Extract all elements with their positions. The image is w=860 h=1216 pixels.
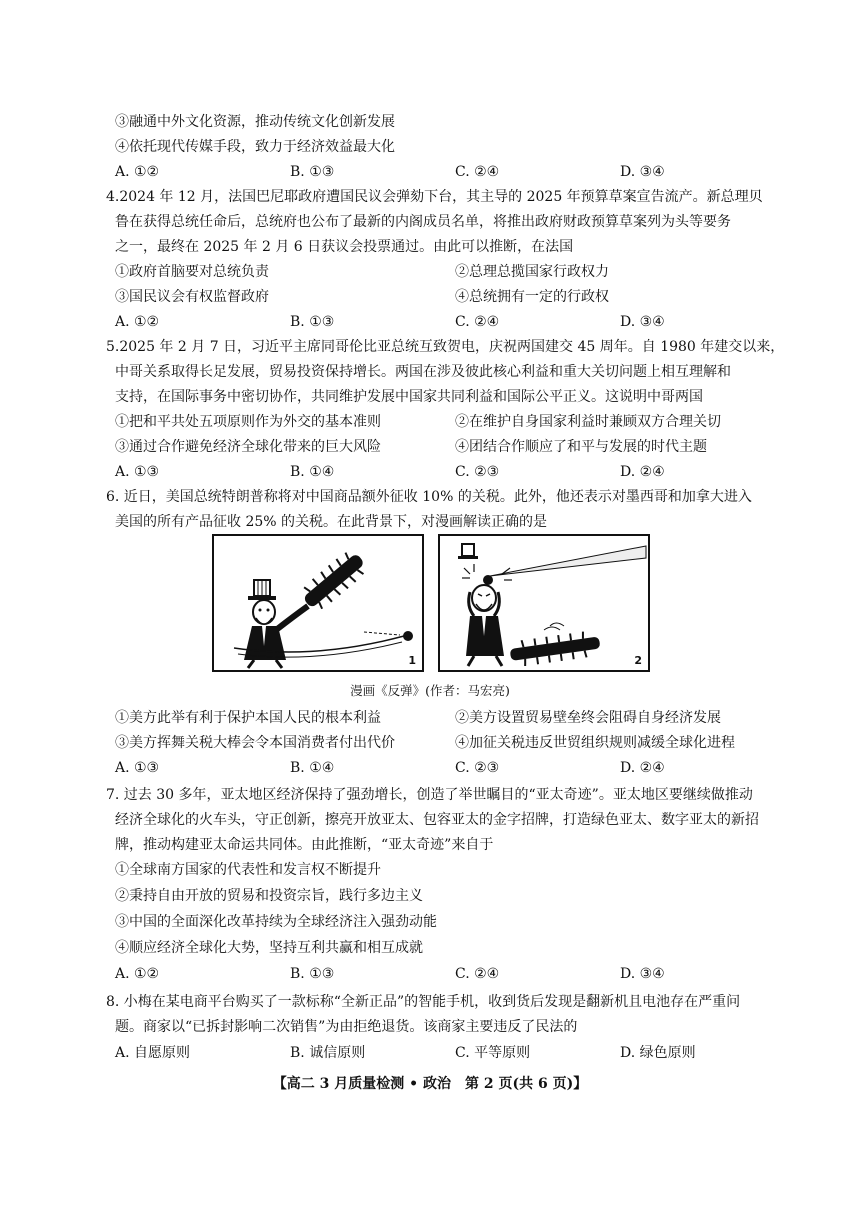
q3-choice-d: D. ③④ — [620, 164, 665, 180]
q7-item-2: ②秉持自由开放的贸易和投资宗旨，践行多边主义 — [115, 888, 423, 904]
q5-stem-line-3: 支持，在国际事务中密切协作，共同维护发展中国家共同利益和国际公平正义。这说明中哥两国 — [115, 389, 703, 405]
cartoon-uncle-sam-swinging-club — [214, 536, 422, 670]
q6-choice-c: C. ②③ — [455, 760, 500, 776]
q6-item-1: ①美方此举有利于保护本国人民的根本利益 — [115, 710, 381, 726]
q4-choice-d: D. ③④ — [620, 314, 665, 330]
q7-choice-b: B. ①③ — [290, 966, 335, 982]
q4-stem-line-1: 4.2024 年 12 月，法国巴尼耶政府遭国民议会弹劾下台，其主导的 2025 年预算草案宣告流产。新总理贝 — [106, 189, 763, 205]
q4-choice-b: B. ①③ — [290, 314, 335, 330]
q6-item-2: ②美方设置贸易壁垒终会阻碍自身经济发展 — [455, 710, 721, 726]
q5-choice-a: A. ①③ — [115, 464, 160, 480]
q5-choice-c: C. ②③ — [455, 464, 500, 480]
q7-choice-c: C. ②④ — [455, 966, 500, 982]
q7-stem-line-3: 牌，推动构建亚太命运共同体。由此推断，“亚太奇迹”来自于 — [115, 837, 494, 853]
q6-item-3: ③美方挥舞关税大棒会令本国消费者付出代价 — [115, 735, 395, 751]
q6-item-4: ④加征关税违反世贸组织规则减缓全球化进程 — [455, 735, 735, 751]
q4-item-4: ④总统拥有一定的行政权 — [455, 289, 609, 305]
q5-stem-line-1: 5.2025 年 2 月 7 日，习近平主席同哥伦比亚总统互致贺电，庆祝两国建交 45 周年。自 1980 年建交以来， — [106, 339, 785, 355]
q7-choice-a: A. ①② — [115, 966, 160, 982]
q6-choice-b: B. ①④ — [290, 760, 335, 776]
q7-item-3: ③中国的全面深化改革持续为全球经济注入强劲动能 — [115, 914, 437, 930]
q8-stem-line-1: 8. 小梅在某电商平台购买了一款标称“全新正品”的智能手机，收到货后发现是翻新机且电池存在严重问 — [106, 994, 741, 1010]
q4-stem-line-2: 鲁在获得总统任命后，总统府也公布了最新的内阁成员名单，将推出政府财政预算草案列为头等要务 — [115, 214, 731, 230]
q7-stem-line-2: 经济全球化的火车头，守正创新，擦亮开放亚太、包容亚太的金字招牌，打造绿色亚太、数字亚太的新招 — [115, 812, 759, 828]
cartoon-panel-1-number: 1 — [408, 654, 416, 667]
q8-choice-d: D. 绿色原则 — [620, 1045, 696, 1061]
q6-choice-d: D. ②④ — [620, 760, 665, 776]
page-footer: 【高二 3 月质量检测 • 政治 第 2 页(共 6 页)】 — [272, 1076, 588, 1092]
q5-stem-line-2: 中哥关系取得长足发展，贸易投资保持增长。两国在涉及彼此核心利益和重大关切问题上相互理解和 — [115, 364, 731, 380]
q7-item-1: ①全球南方国家的代表性和发言权不断提升 — [115, 862, 381, 878]
q4-stem-line-3: 之一，最终在 2025 年 2 月 6 日获议会投票通过。由此可以推断，在法国 — [115, 239, 574, 255]
q5-choice-d: D. ②④ — [620, 464, 665, 480]
q6-choice-a: A. ①③ — [115, 760, 160, 776]
q5-item-3: ③通过合作避免经济全球化带来的巨大风险 — [115, 439, 381, 455]
cartoon-panel-2 — [438, 534, 650, 672]
q3-choice-a: A. ①② — [115, 164, 160, 180]
q3-item-3: ③融通中外文化资源，推动传统文化创新发展 — [115, 114, 395, 130]
q4-item-3: ③国民议会有权监督政府 — [115, 289, 269, 305]
q5-item-1: ①把和平共处五项原则作为外交的基本准则 — [115, 414, 381, 430]
q8-choice-a: A. 自愿原则 — [115, 1045, 191, 1061]
q8-choice-c: C. 平等原则 — [455, 1045, 531, 1061]
q4-choice-a: A. ①② — [115, 314, 160, 330]
q5-choice-b: B. ①④ — [290, 464, 335, 480]
cartoon-panel-1 — [212, 534, 424, 672]
cartoon-panel-2-number: 2 — [634, 654, 642, 667]
q6-stem-line-2: 美国的所有产品征收 25% 的关税。在此背景下，对漫画解读正确的是 — [115, 514, 548, 530]
q3-item-4: ④依托现代传媒手段，致力于经济效益最大化 — [115, 139, 395, 155]
cartoon-ball-rebound-hits-uncle-sam — [440, 536, 648, 670]
cartoon-caption: 漫画《反弹》(作者：马宏亮) — [350, 683, 510, 698]
q7-item-4: ④顺应经济全球化大势，坚持互利共赢和相互成就 — [115, 940, 423, 956]
q3-choice-c: C. ②④ — [455, 164, 500, 180]
q6-stem-line-1: 6. 近日，美国总统特朗普称将对中国商品额外征收 10% 的关税。此外，他还表示对墨西哥和加拿大进入 — [106, 489, 752, 505]
q3-choice-b: B. ①③ — [290, 164, 335, 180]
q8-stem-line-2: 题。商家以“已拆封影响二次销售”为由拒绝退货。该商家主要违反了民法的 — [115, 1019, 578, 1035]
q7-choice-d: D. ③④ — [620, 966, 665, 982]
q4-choice-c: C. ②④ — [455, 314, 500, 330]
q5-item-4: ④团结合作顺应了和平与发展的时代主题 — [455, 439, 707, 455]
q7-stem-line-1: 7. 过去 30 多年，亚太地区经济保持了强劲增长，创造了举世瞩目的“亚太奇迹”。亚太地区要继续做推动 — [106, 787, 753, 803]
q8-choice-b: B. 诚信原则 — [290, 1045, 366, 1061]
q5-item-2: ②在维护自身国家利益时兼顾双方合理关切 — [455, 414, 721, 430]
q4-item-2: ②总理总揽国家行政权力 — [455, 264, 609, 280]
q4-item-1: ①政府首脑要对总统负责 — [115, 264, 269, 280]
